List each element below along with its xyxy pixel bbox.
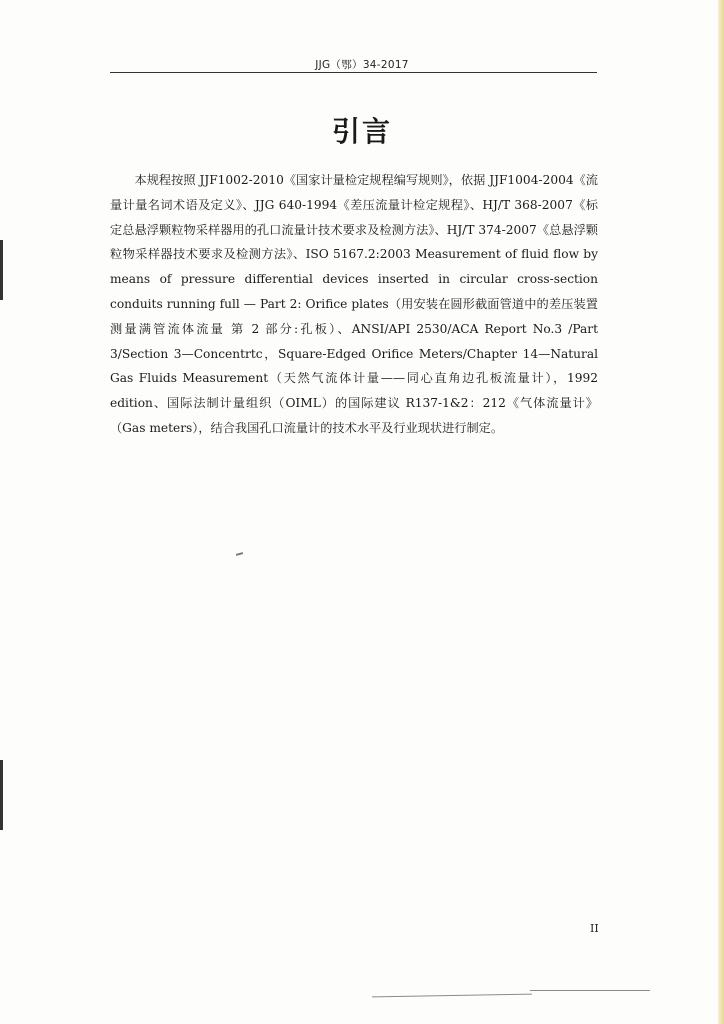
page-number: II xyxy=(590,922,599,935)
scan-edge-mark xyxy=(0,240,3,300)
scan-artifact-line xyxy=(530,990,650,991)
scan-edge-mark xyxy=(0,760,3,830)
scan-artifact-line xyxy=(372,994,532,998)
page-edge xyxy=(718,0,724,1024)
introduction-paragraph: 本规程按照 JJF1002-2010《国家计量检定规程编写规则》，依据 JJF1004-2004《流量计量名词术语及定义》、JJG 640-1994《差压流量计检定规程》、HJ/T 368-2007《标定总悬浮颗粒物采样器用的孔口流量计技术要求及检测方法》、HJ/T 374-2007《总悬浮颗粒物采样器技术要求及检测方法》、ISO 5167.2:2003 Measurement of fluid flow by means of pressure differential devices inserted in circular cross-section conduits running full — Part 2: Orifice plates（用安装在圆形截面管道中的差压装置测量满管流体流量 第 2 部分:孔板）、ANSI/API 2530/ACA Report No.3 /Part 3/Section 3—Concentrtc，Square-Edged Orifice Meters/Chapter 14—Natural Gas Fluids Measurement（天然气流体计量——同心直角边孔板流量计），1992 edition、国际法制计量组织（OIML）的国际建议 R137-1&2：212《气体流量计》（Gas meters），结合我国孔口流量计的技术水平及行业现状进行制定。 xyxy=(110,173,598,435)
page-title: 引言 xyxy=(331,115,392,148)
header-rule xyxy=(110,72,597,73)
document-code-header: JJG（鄂）34-2017 xyxy=(315,59,409,71)
scan-speck xyxy=(236,552,243,556)
